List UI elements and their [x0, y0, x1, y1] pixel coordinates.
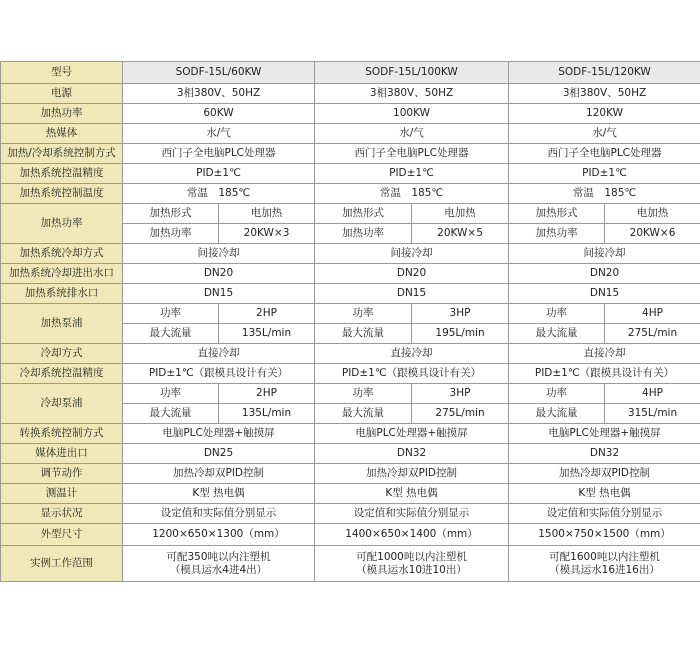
application-line: 可配1600吨以内注塑机 — [549, 551, 660, 564]
row-label: 实例工作范围 — [1, 546, 123, 582]
row-label: 转换系统控制方式 — [1, 424, 123, 444]
spec-row — [1, 304, 700, 324]
spec-cell: 功率 — [123, 384, 219, 404]
application-cell — [123, 546, 315, 582]
spec-cell: 加热形式 — [315, 204, 412, 224]
spec-cell: 电加热 — [219, 204, 315, 224]
spec-cell: 常温 185℃ — [123, 184, 315, 204]
row-label: 加热系统冷却方式 — [1, 244, 123, 264]
spec-cell: 20KW×3 — [219, 224, 315, 244]
spec-cell: DN20 — [509, 264, 700, 284]
spec-cell: 100KW — [315, 104, 509, 124]
row-label: 加热/冷却系统控制方式 — [1, 144, 123, 164]
spec-cell: 电脑PLC处理器+触摸屏 — [123, 424, 315, 444]
spec-cell: 20KW×5 — [412, 224, 509, 244]
spec-cell: 20KW×6 — [605, 224, 700, 244]
row-label: 电源 — [1, 84, 123, 104]
row-label: 热媒体 — [1, 124, 123, 144]
spec-cell: 西门子全电脑PLC处理器 — [315, 144, 509, 164]
spec-cell: PID±1℃（跟模具设计有关） — [315, 364, 509, 384]
application-line: （模具运水4进4出） — [169, 563, 268, 576]
spec-cell: 水/气 — [315, 124, 509, 144]
row-label: 型号 — [1, 62, 123, 84]
spec-cell: DN32 — [509, 444, 700, 464]
application-line: （模具运水16进16出） — [549, 563, 660, 576]
spec-cell: DN20 — [123, 264, 315, 284]
spec-row — [1, 424, 700, 444]
spec-cell: 1500×750×1500（mm） — [509, 524, 700, 546]
spec-row — [1, 204, 700, 224]
spec-cell: 常温 185℃ — [315, 184, 509, 204]
spec-row — [1, 444, 700, 464]
spec-cell: 4HP — [605, 304, 700, 324]
spec-cell: 电脑PLC处理器+触摸屏 — [509, 424, 700, 444]
spec-cell: 最大流量 — [509, 404, 605, 424]
spec-cell: 电脑PLC处理器+触摸屏 — [315, 424, 509, 444]
spec-cell: PID±1℃ — [123, 164, 315, 184]
spec-cell: 直接冷却 — [315, 344, 509, 364]
row-label: 显示状况 — [1, 504, 123, 524]
spec-cell: 功率 — [509, 304, 605, 324]
spec-cell: 135L/min — [219, 404, 315, 424]
spec-cell: 功率 — [123, 304, 219, 324]
row-label: 外型尺寸 — [1, 524, 123, 546]
spec-cell: 3相380V、50HZ — [509, 84, 700, 104]
spec-cell: K型 热电偶 — [509, 484, 700, 504]
spec-cell: PID±1℃ — [315, 164, 509, 184]
row-label: 加热泵浦 — [1, 304, 123, 344]
row-label: 加热系统控温精度 — [1, 164, 123, 184]
spec-cell: 1400×650×1400（mm） — [315, 524, 509, 546]
spec-cell: 3相380V、50HZ — [315, 84, 509, 104]
spec-row — [1, 384, 700, 404]
spec-row — [1, 84, 700, 104]
spec-cell: 最大流量 — [315, 404, 412, 424]
spec-cell: 3相380V、50HZ — [123, 84, 315, 104]
spec-cell: 水/气 — [123, 124, 315, 144]
model-header-cell: SODF-15L/100KW — [315, 62, 509, 84]
spec-cell: 直接冷却 — [509, 344, 700, 364]
spec-cell: 加热冷却双PID控制 — [123, 464, 315, 484]
spec-cell: 功率 — [315, 304, 412, 324]
spec-cell: 3HP — [412, 304, 509, 324]
row-label: 调节动作 — [1, 464, 123, 484]
spec-cell: 2HP — [219, 384, 315, 404]
spec-cell: DN25 — [123, 444, 315, 464]
spec-cell: 常温 185℃ — [509, 184, 700, 204]
spec-cell: 1200×650×1300（mm） — [123, 524, 315, 546]
spec-row — [1, 344, 700, 364]
row-label: 媒体进出口 — [1, 444, 123, 464]
spec-cell: DN15 — [315, 284, 509, 304]
spec-cell: 设定值和实际值分别显示 — [509, 504, 700, 524]
spec-cell: PID±1℃ — [509, 164, 700, 184]
row-label: 加热系统冷却进出水口 — [1, 264, 123, 284]
spec-cell: 60KW — [123, 104, 315, 124]
spec-cell: 135L/min — [219, 324, 315, 344]
spec-row — [1, 62, 700, 84]
spec-row — [1, 284, 700, 304]
model-header-cell: SODF-15L/120KW — [509, 62, 700, 84]
model-header-cell: SODF-15L/60KW — [123, 62, 315, 84]
spec-cell: 水/气 — [509, 124, 700, 144]
spec-cell: 加热冷却双PID控制 — [315, 464, 509, 484]
application-line: 可配350吨以内注塑机 — [166, 551, 271, 564]
spec-cell: 275L/min — [605, 324, 700, 344]
spec-cell: 电加热 — [605, 204, 700, 224]
application-cell — [509, 546, 700, 582]
spec-cell: 275L/min — [412, 404, 509, 424]
spec-cell: 最大流量 — [123, 404, 219, 424]
spec-cell: K型 热电偶 — [315, 484, 509, 504]
spec-cell: DN15 — [509, 284, 700, 304]
spec-cell: 加热功率 — [315, 224, 412, 244]
spec-cell: 315L/min — [605, 404, 700, 424]
spec-cell: 加热功率 — [123, 224, 219, 244]
spec-row — [1, 546, 700, 582]
row-label: 冷却系统控温精度 — [1, 364, 123, 384]
spec-cell: 最大流量 — [123, 324, 219, 344]
application-cell — [315, 546, 509, 582]
spec-cell: DN32 — [315, 444, 509, 464]
spec-cell: 加热功率 — [509, 224, 605, 244]
spec-cell: 西门子全电脑PLC处理器 — [509, 144, 700, 164]
row-label: 加热系统排水口 — [1, 284, 123, 304]
row-label: 加热功率 — [1, 104, 123, 124]
spec-row — [1, 164, 700, 184]
spec-cell: 设定值和实际值分别显示 — [123, 504, 315, 524]
spec-cell: PID±1℃（跟模具设计有关） — [123, 364, 315, 384]
spec-cell: 电加热 — [412, 204, 509, 224]
spec-row — [1, 504, 700, 524]
spec-row — [1, 244, 700, 264]
spec-cell: DN15 — [123, 284, 315, 304]
spec-cell: 加热冷却双PID控制 — [509, 464, 700, 484]
spec-row — [1, 524, 700, 546]
row-label: 加热系统控制温度 — [1, 184, 123, 204]
spec-row — [1, 104, 700, 124]
spec-cell: 2HP — [219, 304, 315, 324]
spec-cell: 功率 — [315, 384, 412, 404]
spec-row — [1, 184, 700, 204]
spec-row — [1, 364, 700, 384]
row-label: 加热功率 — [1, 204, 123, 244]
row-label: 冷却方式 — [1, 344, 123, 364]
row-label: 测温计 — [1, 484, 123, 504]
spec-cell: 西门子全电脑PLC处理器 — [123, 144, 315, 164]
spec-cell: 120KW — [509, 104, 700, 124]
spec-cell: DN20 — [315, 264, 509, 284]
spec-cell: 间接冷却 — [123, 244, 315, 264]
spec-row — [1, 264, 700, 284]
spec-cell: PID±1℃（跟模具设计有关） — [509, 364, 700, 384]
spec-cell: 间接冷却 — [509, 244, 700, 264]
application-line: 可配1000吨以内注塑机 — [356, 551, 467, 564]
spec-table — [0, 61, 700, 582]
spec-cell: 最大流量 — [315, 324, 412, 344]
spec-row — [1, 144, 700, 164]
spec-cell: K型 热电偶 — [123, 484, 315, 504]
spec-row — [1, 464, 700, 484]
spec-cell: 设定值和实际值分别显示 — [315, 504, 509, 524]
spec-cell: 功率 — [509, 384, 605, 404]
spec-cell: 间接冷却 — [315, 244, 509, 264]
application-line: （模具运水10进10出） — [356, 563, 467, 576]
spec-cell: 直接冷却 — [123, 344, 315, 364]
spec-row — [1, 124, 700, 144]
spec-cell: 3HP — [412, 384, 509, 404]
spec-row — [1, 484, 700, 504]
spec-cell: 4HP — [605, 384, 700, 404]
spec-cell: 加热形式 — [123, 204, 219, 224]
spec-cell: 195L/min — [412, 324, 509, 344]
spec-cell: 最大流量 — [509, 324, 605, 344]
row-label: 冷却泵浦 — [1, 384, 123, 424]
spec-cell: 加热形式 — [509, 204, 605, 224]
